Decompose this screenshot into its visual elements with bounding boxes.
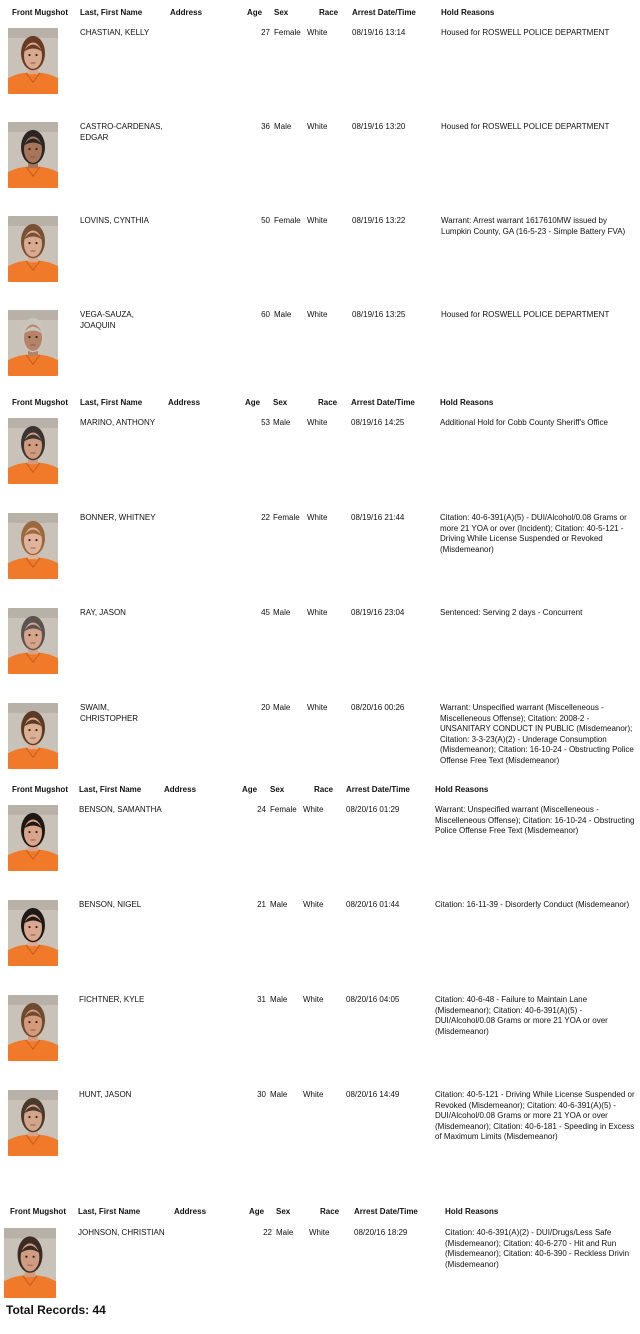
hold-reasons: Citation: 40-5-121 - Driving While License Suspended or Revoked (Misdemeanor); Citation: 40-6-391(A)(5) - DUI/Alcohol/0.08 Grams or more 21 YOA or over (Misdemeanor); Citation: 40-6-181 - Speeding in Excess of Maximum Limits (Misdemeanor) — [435, 1090, 635, 1141]
mugshot-photo — [8, 310, 58, 376]
inmate-race: White — [307, 122, 328, 131]
arrest-datetime: 08/20/16 18:29 — [354, 1228, 408, 1237]
mugshot-photo — [8, 28, 58, 94]
column-header-sex: Sex — [276, 1207, 291, 1216]
inmate-sex: Female — [274, 28, 301, 37]
inmate-name: MARINO, ANTHONY — [80, 418, 156, 427]
inmate-age: 36 — [261, 122, 270, 131]
total-records: Total Records: 44 — [6, 1303, 106, 1317]
inmate-sex: Male — [270, 1090, 288, 1099]
inmate-sex: Male — [270, 995, 288, 1004]
inmate-race: White — [307, 418, 328, 427]
hold-reasons: Warrant: Arrest warrant 1617610MW issued by Lumpkin County, GA (16-5-23 - Simple Battery FVA) — [441, 216, 626, 236]
mugshot — [8, 995, 58, 1061]
inmate-race: White — [303, 1090, 324, 1099]
column-header-age: Age — [247, 8, 263, 17]
inmate-name: BENSON, SAMANTHA — [79, 805, 162, 814]
mugshot — [8, 513, 58, 579]
mugshot-photo — [4, 1228, 56, 1298]
inmate-record — [0, 28, 640, 108]
inmate-age: 21 — [257, 900, 266, 909]
arrest-datetime: 08/19/16 13:22 — [352, 216, 406, 225]
hold-reasons: Housed for ROSWELL POLICE DEPARTMENT — [441, 28, 610, 37]
mugshot-photo — [8, 418, 58, 484]
column-header-sex: Sex — [273, 398, 288, 407]
mugshot-photo — [8, 805, 58, 871]
inmate-sex: Male — [270, 900, 288, 909]
inmate-age: 22 — [261, 513, 270, 522]
column-header-age: Age — [245, 398, 261, 407]
column-header-race: Race — [318, 398, 338, 407]
inmate-race: White — [303, 805, 324, 814]
mugshot-photo — [8, 900, 58, 966]
column-header-arrest: Arrest Date/Time — [351, 398, 415, 407]
inmate-race: White — [303, 900, 324, 909]
hold-reasons: Warrant: Unspecified warrant (Miscelleneous - Miscelleneous Offense); Citation: 2008-2 - UNSANITARY CONDUCT IN PUBLIC (Misdemeanor); Citation: 3-3-23(A)(2) - Underage Consumption (Misdemeanor); Citation: 16-10-24 - Obstructing Police Offense Free Text (Misdemeanor) — [440, 703, 634, 765]
column-header-race: Race — [320, 1207, 340, 1216]
column-header-hold: Hold Reasons — [440, 398, 494, 407]
hold-reasons: Citation: 16-11-39 - Disorderly Conduct (Misdemeanor) — [435, 900, 630, 909]
inmate-name: FICHTNER, KYLE — [79, 995, 145, 1004]
column-header-mugshot: Front Mugshot — [12, 8, 68, 17]
column-header-age: Age — [242, 785, 258, 794]
inmate-age: 31 — [257, 995, 266, 1004]
inmate-name: BENSON, NIGEL — [79, 900, 142, 909]
arrest-datetime: 08/19/16 13:14 — [352, 28, 406, 37]
inmate-name: LOVINS, CYNTHIA — [80, 216, 149, 225]
column-header-race: Race — [319, 8, 339, 17]
inmate-sex: Female — [274, 216, 301, 225]
inmate-record — [0, 995, 640, 1075]
inmate-sex: Male — [273, 608, 291, 617]
column-header-name: Last, First Name — [78, 1207, 141, 1216]
inmate-race: White — [307, 703, 328, 712]
column-header-address: Address — [168, 398, 201, 407]
mugshot — [8, 216, 58, 282]
inmate-race: White — [307, 216, 328, 225]
mugshot-photo — [8, 995, 58, 1061]
mugshot — [8, 608, 58, 674]
arrest-datetime: 08/20/16 14:49 — [346, 1090, 400, 1099]
column-header-address: Address — [170, 8, 203, 17]
arrest-datetime: 08/19/16 23:04 — [351, 608, 405, 617]
inmate-age: 24 — [257, 805, 266, 814]
inmate-record — [0, 216, 640, 296]
inmate-name: SWAIM, CHRISTOPHER — [80, 703, 139, 723]
inmate-race: White — [309, 1228, 330, 1237]
mugshot — [8, 28, 58, 94]
mugshot-photo — [8, 122, 58, 188]
hold-reasons: Warrant: Unspecified warrant (Miscelleneous - Miscelleneous Offense); Citation: 16-10-24 - Obstructing Police Offense Free Text (Misdemeanor) — [435, 805, 635, 835]
inmate-record — [0, 608, 640, 688]
hold-reasons: Sentenced: Serving 2 days - Concurrent — [440, 608, 583, 617]
inmate-name: BONNER, WHITNEY — [80, 513, 156, 522]
inmate-record — [0, 513, 640, 593]
inmate-age: 45 — [261, 608, 270, 617]
inmate-name: RAY, JASON — [80, 608, 126, 617]
mugshot — [8, 122, 58, 188]
column-header-hold: Hold Reasons — [445, 1207, 499, 1216]
mugshot — [8, 418, 58, 484]
inmate-sex: Male — [274, 122, 292, 131]
arrest-datetime: 08/19/16 14:25 — [351, 418, 405, 427]
inmate-sex: Female — [273, 513, 300, 522]
mugshot-photo — [8, 216, 58, 282]
inmate-race: White — [307, 513, 328, 522]
inmate-name: CHASTIAN, KELLY — [80, 28, 150, 37]
column-header-arrest: Arrest Date/Time — [346, 785, 410, 794]
inmate-age: 53 — [261, 418, 270, 427]
inmate-name: JOHNSON, CHRISTIAN — [78, 1228, 165, 1237]
column-header-sex: Sex — [270, 785, 285, 794]
column-header-address: Address — [164, 785, 197, 794]
mugshot — [8, 1090, 58, 1156]
inmate-record — [0, 122, 640, 202]
column-header-age: Age — [249, 1207, 265, 1216]
inmate-race: White — [307, 608, 328, 617]
inmate-record — [0, 1228, 640, 1308]
column-header-hold: Hold Reasons — [435, 785, 489, 794]
mugshot — [8, 805, 58, 871]
inmate-record — [0, 703, 640, 783]
mugshot-photo — [8, 608, 58, 674]
inmate-record — [0, 900, 640, 980]
column-header-mugshot: Front Mugshot — [12, 785, 68, 794]
column-header-race: Race — [314, 785, 334, 794]
inmate-sex: Female — [270, 805, 297, 814]
column-header-arrest: Arrest Date/Time — [354, 1207, 418, 1216]
inmate-sex: Male — [274, 310, 292, 319]
inmate-race: White — [307, 28, 328, 37]
inmate-sex: Male — [273, 703, 291, 712]
inmate-age: 22 — [263, 1228, 272, 1237]
hold-reasons: Citation: 40-6-391(A)(2) - DUI/Drugs/Less Safe (Misdemeanor); Citation: 40-6-270 - Hit and Run (Misdemeanor); Citation: 40-6-390 - Reckless Drivin (Misdemeanor) — [445, 1228, 630, 1269]
column-header-sex: Sex — [274, 8, 289, 17]
mugshot-photo — [8, 1090, 58, 1156]
hold-reasons: Housed for ROSWELL POLICE DEPARTMENT — [441, 122, 610, 131]
inmate-record — [0, 1090, 640, 1170]
inmate-record — [0, 805, 640, 885]
hold-reasons: Citation: 40-6-391(A)(5) - DUI/Alcohol/0.08 Grams or more 21 YOA or over (Incident); Citation: 40-5-121 - Driving While License Suspended or Revoked (Misdemeanor) — [440, 513, 627, 554]
inmate-record — [0, 310, 640, 390]
inmate-sex: Male — [276, 1228, 294, 1237]
arrest-datetime: 08/20/16 01:29 — [346, 805, 400, 814]
hold-reasons: Additional Hold for Cobb County Sheriff's Office — [440, 418, 608, 427]
inmate-age: 30 — [257, 1090, 266, 1099]
inmate-race: White — [303, 995, 324, 1004]
inmate-age: 50 — [261, 216, 270, 225]
column-header-address: Address — [174, 1207, 207, 1216]
hold-reasons: Housed for ROSWELL POLICE DEPARTMENT — [441, 310, 610, 319]
inmate-sex: Male — [273, 418, 291, 427]
arrest-datetime: 08/20/16 01:44 — [346, 900, 400, 909]
mugshot-photo — [8, 703, 58, 769]
mugshot — [4, 1228, 56, 1298]
inmate-race: White — [307, 310, 328, 319]
column-header-mugshot: Front Mugshot — [12, 398, 68, 407]
mugshot-photo — [8, 513, 58, 579]
hold-reasons: Citation: 40-6-48 - Failure to Maintain Lane (Misdemeanor); Citation: 40-6-391(A)(5) - DUI/Alcohol/0.08 Grams or more 21 YOA or over (Misdemeanor) — [435, 995, 608, 1036]
arrest-datetime: 08/19/16 21:44 — [351, 513, 405, 522]
column-header-name: Last, First Name — [80, 398, 143, 407]
column-header-name: Last, First Name — [79, 785, 142, 794]
inmate-age: 27 — [261, 28, 270, 37]
arrest-datetime: 08/20/16 04:05 — [346, 995, 400, 1004]
mugshot — [8, 703, 58, 769]
column-header-mugshot: Front Mugshot — [10, 1207, 66, 1216]
column-header-arrest: Arrest Date/Time — [352, 8, 416, 17]
column-header-name: Last, First Name — [80, 8, 143, 17]
inmate-age: 60 — [261, 310, 270, 319]
inmate-name: CASTRO-CARDENAS, EDGAR — [80, 122, 163, 142]
arrest-datetime: 08/19/16 13:20 — [352, 122, 406, 131]
arrest-datetime: 08/19/16 13:25 — [352, 310, 406, 319]
column-header-hold: Hold Reasons — [441, 8, 495, 17]
mugshot — [8, 310, 58, 376]
inmate-name: VEGA-SAUZA, JOAQUIN — [80, 310, 134, 330]
inmate-name: HUNT, JASON — [79, 1090, 132, 1099]
inmate-age: 20 — [261, 703, 270, 712]
inmate-record — [0, 418, 640, 498]
mugshot — [8, 900, 58, 966]
arrest-datetime: 08/20/16 00:26 — [351, 703, 405, 712]
